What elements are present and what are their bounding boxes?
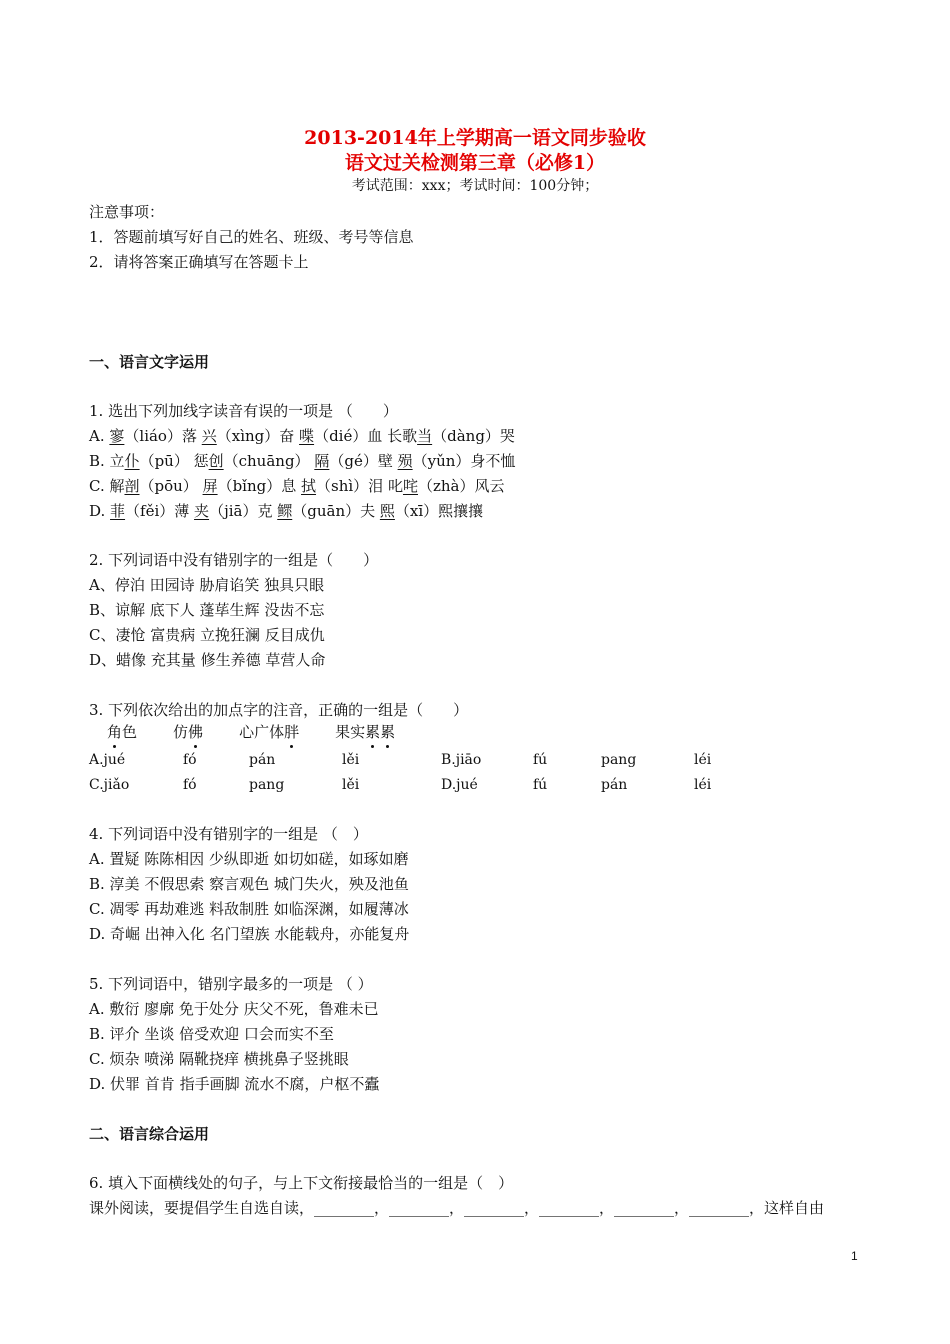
option-d: D. 伏罪 首肯 指手画脚 流水不腐，户枢不蠹: [89, 1075, 380, 1093]
question-stem: 4. 下列词语中没有错别字的一组是 （ ）: [89, 825, 368, 843]
exam-info: 考试范围：xxx；考试时间：100分钟；: [351, 178, 599, 194]
option-b: B. 评介 坐谈 倍受欢迎 口会而实不至: [89, 1025, 334, 1043]
document-page: 2013-2014年上学期高一语文同步验收 语文过关检测第三章（必修1） 考试范围：xxx；考试时间：100分钟； 注意事项： 1．答题前填写好自己的姓名、班级、考号等信息 2．请将答案正确填写在答题卡上 一、语言文字运用 1. 选出下列加线字读音有误的一项是 （ ） A. 寥（liáo）落 兴（xìng）奋 喋（dié）血 长歌当（dàng）哭 B. 立仆（pū） 惩创（chuāng） 隔（gé）壁 殒（yǔn）身不恤 C. 解剖（pōu） 屏（bǐng）息 拭（shì）泪 叱咤（zhà）风云 D. 菲（fěi）薄 夹（jiā）克 鳏（guān）夫 熙（xī）熙攘攘 2. 下列词语中没有错别字的一组是（ ） A、停泊 田园诗 胁肩谄笑 独具只眼 B、谅解 底下人 蓬荜生辉 没齿不忘 C、凄怆 富贵病 立挽狂澜 反目成仇 D、蜡像 充其量 修生养德 草营人命 3. 下列依次给出的加点字的注音，正确的一组是（ ） 角色 仿佛 心广体胖 果实累累 A.jué fó pán lěi B.jiāo fú pang léi C.jiǎo fó pang lěi D.jué fú pán léi 4. 下列词语中没有错别字的一组是 （ ） A. 置疑 陈陈相因 少纵即逝 如切如磋，如琢如磨 B. 淳美 不假思索 察言观色 城门失火，殃及池鱼 C. 凋零 再劫难逃 料敌制胜 如临深渊，如履薄冰 D. 奇崛 出神入化 名门望族 水能载舟，亦能复舟 5. 下列词语中，错别字最多的一项是 （ ） A. 敷衍 廖廓 免于处分 庆父不死，鲁难未已 B. 评介 坐谈 倍受欢迎 口会而实不至 C. 烦杂 喷涕 隔靴挠痒 横挑鼻子竖挑眼 D. 伏罪 首肯 指手画脚 流水不腐，户枢不蠹 二、语言综合运用 6. 填入下面横线处的句子，与上下文衔接最恰当的一组是（ ） 课外阅读，要提倡学生自选自读，________，________，________，________，________，________，这样自由 1: [0, 0, 950, 1344]
option-d: D、蜡像 充其量 修生养德 草营人命: [89, 651, 326, 669]
doc-subtitle: 语文过关检测第三章（必修1）: [344, 152, 606, 174]
note-item: 2．请将答案正确填写在答题卡上: [89, 253, 309, 271]
word: 角色: [107, 723, 138, 741]
option-c: C. 烦杂 喷涕 隔靴挠痒 横挑鼻子竖挑眼: [89, 1050, 349, 1068]
word: 果实累累: [335, 723, 396, 741]
option-a: A. 寥（liáo）落 兴（xìng）奋 喋（dié）血 长歌当（dàng）哭: [89, 427, 515, 445]
option-a: A、停泊 田园诗 胁肩谄笑 独具只眼: [89, 576, 325, 594]
word-list: [107, 722, 395, 742]
note-item: 1．答题前填写好自己的姓名、班级、考号等信息: [89, 228, 414, 246]
notes-heading: 注意事项：: [89, 203, 165, 221]
option-a: A. 置疑 陈陈相因 少纵即逝 如切如磋，如琢如磨: [89, 850, 409, 868]
question-stem: 3. 下列依次给出的加点字的注音，正确的一组是（ ）: [89, 701, 469, 719]
doc-title: 2013-2014年上学期高一语文同步验收: [304, 127, 646, 149]
option-c: C、凄怆 富贵病 立挽狂澜 反目成仇: [89, 626, 325, 644]
section-title: 一、语言文字运用: [89, 353, 210, 371]
option-d: D. 奇崛 出神入化 名门望族 水能载舟，亦能复舟: [89, 925, 410, 943]
section-title: 二、语言综合运用: [89, 1125, 210, 1143]
option-a: A. 敷衍 廖廓 免于处分 庆父不死，鲁难未已: [89, 1000, 379, 1018]
option-b: B、谅解 底下人 蓬荜生辉 没齿不忘: [89, 601, 325, 619]
question-stem: 2. 下列词语中没有错别字的一组是（ ）: [89, 551, 379, 569]
question-stem: 6. 填入下面横线处的句子，与上下文衔接最恰当的一组是（ ）: [89, 1174, 514, 1192]
option-b: B. 淳美 不假思索 察言观色 城门失火，殃及池鱼: [89, 875, 409, 893]
option-c: C. 解剖（pōu） 屏（bǐng）息 拭（shì）泪 叱咤（zhà）风云: [89, 477, 505, 495]
option-b: B. 立仆（pū） 惩创（chuāng） 隔（gé）壁 殒（yǔn）身不恤: [89, 452, 516, 470]
page-number: 1: [851, 1249, 858, 1263]
word: 心广体胖: [239, 723, 300, 741]
question-stem: 5. 下列词语中，错别字最多的一项是 （ ）: [89, 975, 373, 993]
question-text: 课外阅读，要提倡学生自选自读，________，________，________，________，________，________，这样自由: [89, 1199, 825, 1217]
word: 仿佛: [173, 723, 204, 741]
option-c: C. 凋零 再劫难逃 料敌制胜 如临深渊，如履薄冰: [89, 900, 409, 918]
option-d: D. 菲（fěi）薄 夹（jiā）克 鳏（guān）夫 熙（xī）熙攘攘: [89, 502, 484, 520]
question-stem: 1. 选出下列加线字读音有误的一项是 （ ）: [89, 402, 398, 420]
